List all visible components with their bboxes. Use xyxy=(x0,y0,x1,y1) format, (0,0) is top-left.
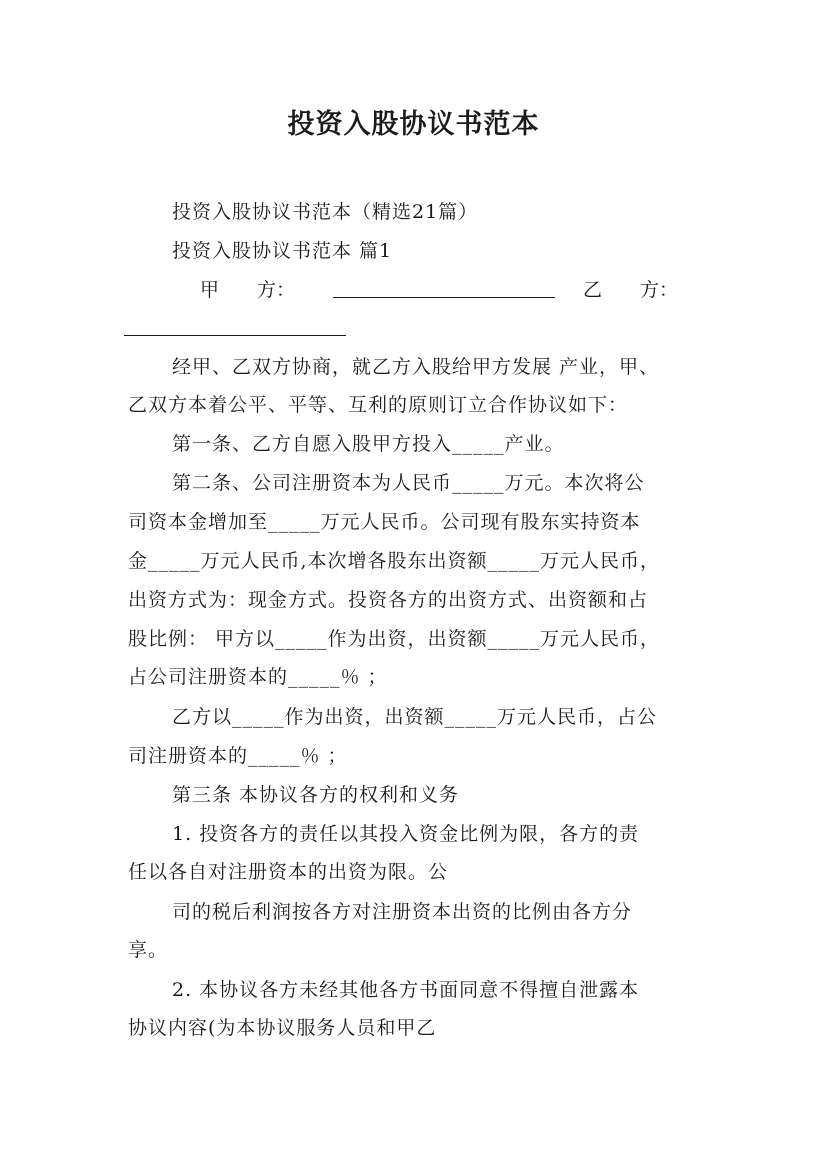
body-line: 经甲、乙双方协商，就乙方入股给甲方发展 产业，甲、 xyxy=(172,356,660,378)
party-b-blank xyxy=(124,335,346,336)
document-title: 投资入股协议书范本 xyxy=(287,109,540,140)
document-subtitle: 投资入股协议书范本（精选21篇） xyxy=(172,201,479,223)
party-a-label: 甲 方： xyxy=(200,279,296,301)
body-line: 司资本金增加至_____万元人民币。公司现有股东实持资本 xyxy=(128,511,641,533)
body-line: 占公司注册资本的_____％ ； xyxy=(128,666,388,688)
party-b-label: 乙 方： xyxy=(583,279,679,301)
body-line: 司注册资本的_____％ ； xyxy=(128,745,348,767)
body-line: 金_____万元人民币,本次增各股东出资额_____万元人民币， xyxy=(128,550,661,572)
body-line: 第二条、公司注册资本为人民币_____万元。本次将公 xyxy=(172,472,645,494)
article-heading: 第三条 本协议各方的权利和义务 xyxy=(172,784,460,806)
body-line: 1. 投资各方的责任以其投入资金比例为限，各方的责 xyxy=(172,823,640,845)
body-line: 任以各自对注册资本的出资为限。公 xyxy=(128,861,449,883)
body-line: 乙方以_____作为出资，出资额_____万元人民币，占公 xyxy=(172,706,658,728)
body-line: 股比例： 甲方以_____作为出资，出资额_____万元人民币， xyxy=(128,628,661,650)
body-line: 出资方式为：现金方式。投资各方的出资方式、出资额和占 xyxy=(128,589,649,611)
body-line: 2. 本协议各方未经其他各方书面同意不得擅自泄露本 xyxy=(172,979,640,1001)
body-line: 司的税后利润按各方对注册资本出资的比例由各方分 xyxy=(172,901,633,923)
body-line: 乙双方本着公平、平等、互利的原则订立合作协议如下： xyxy=(128,394,629,416)
body-line: 协议内容(为本协议服务人员和甲乙 xyxy=(128,1017,437,1039)
section-heading: 投资入股协议书范本 篇1 xyxy=(172,240,393,262)
body-line: 享。 xyxy=(128,939,169,961)
body-line: 第一条、乙方自愿入股甲方投入_____产业。 xyxy=(172,433,565,455)
party-a-blank xyxy=(333,297,555,298)
